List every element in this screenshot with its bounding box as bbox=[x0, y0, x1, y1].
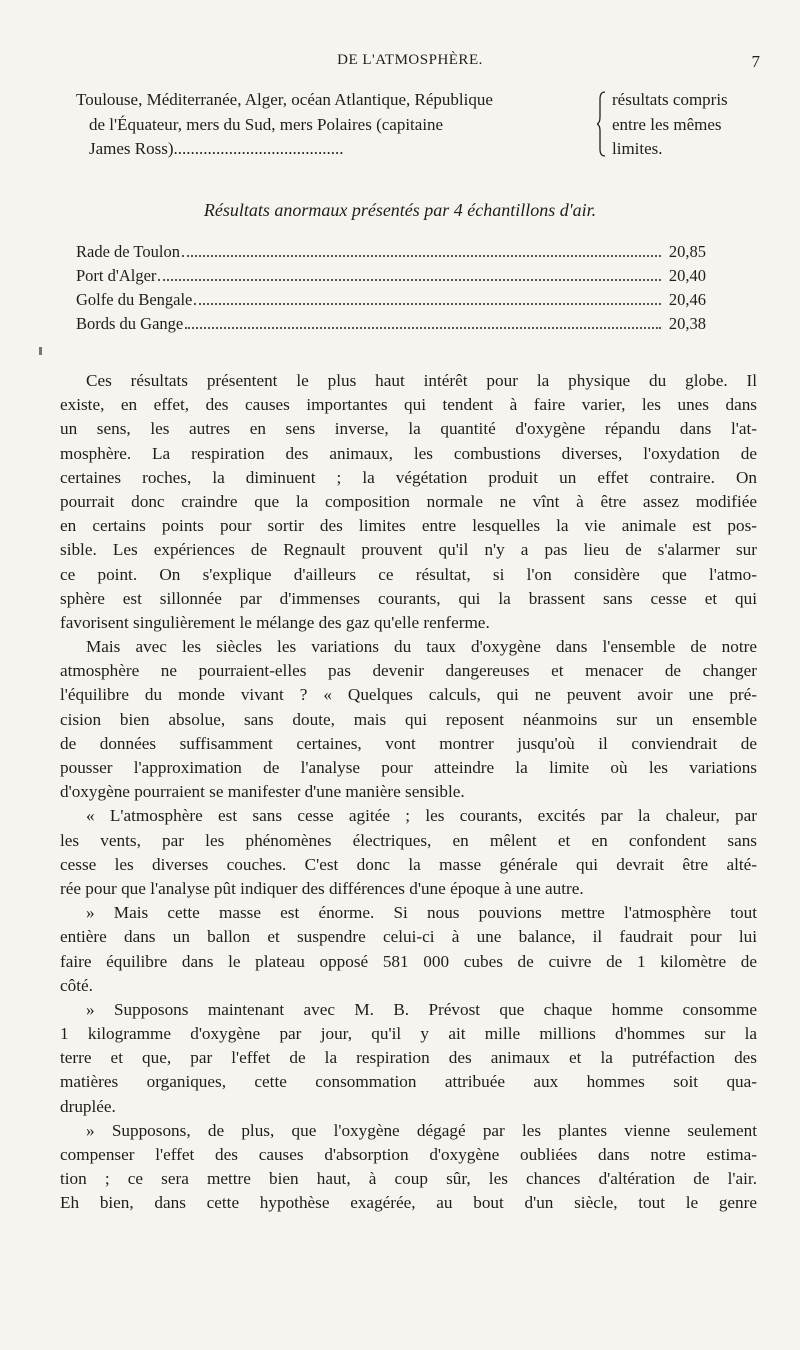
curly-brace-icon bbox=[597, 91, 607, 157]
locations-note bbox=[612, 88, 728, 162]
note-line: limites. bbox=[612, 139, 663, 158]
locations-text bbox=[76, 88, 596, 162]
text-line: Ces résultats présentent le plus haut intérêt pour la physique du globe. Il bbox=[86, 371, 757, 390]
dot-leader bbox=[182, 255, 661, 257]
text-line: compenser l'effet des causes d'absorption d'oxygène oubliées dans notre estima- bbox=[60, 1145, 757, 1164]
text-line: » Supposons, de plus, que l'oxygène dégagé par les plantes vienne seulement bbox=[86, 1120, 757, 1140]
text-line: Eh bien, dans cette hypothèse exagérée, au bout d'un siècle, tout le genre bbox=[60, 1193, 757, 1213]
text-line: côté. bbox=[60, 975, 93, 995]
text-line: sible. Les expériences de Regnault prouvent qu'il n'y a pas lieu de s'alarmer sur bbox=[60, 540, 757, 560]
result-location: Rade de Toulon bbox=[76, 242, 180, 261]
paragraph bbox=[60, 1119, 757, 1216]
result-oxygen-value: 20,85 bbox=[668, 242, 706, 261]
result-row bbox=[76, 288, 706, 312]
text-line: cision bien absolue, sans doute, mais qui reposent néanmoins sur un ensemble bbox=[60, 709, 757, 729]
text-line: les vents, par les phénomènes électriques, en mêlent et en confondent sans bbox=[60, 830, 757, 850]
text-line: matières organiques, cette consommation attribuée aux hommes soit qua- bbox=[60, 1072, 757, 1092]
dot-leader bbox=[185, 327, 661, 329]
text-line: l'équilibre du monde vivant ? « Quelques calculs, qui ne peuvent avoir une pré- bbox=[60, 685, 757, 705]
paragraph bbox=[60, 998, 757, 1119]
result-location: Port d'Alger bbox=[76, 266, 157, 285]
paragraph bbox=[60, 901, 757, 998]
locations-line: James Ross)........................................ bbox=[89, 139, 344, 158]
text-line: pourrait donc craindre que la composition normale ne vînt à être assez modifiée bbox=[60, 491, 757, 511]
text-line: » Supposons maintenant avec M. B. Prévost que chaque homme consomme bbox=[86, 999, 757, 1019]
text-line: terre et que, par l'effet de la respiration des animaux et la putréfaction des bbox=[60, 1048, 757, 1068]
note-line: entre les mêmes bbox=[612, 114, 722, 134]
text-line: atmosphère ne pourraient-elles pas devenir dangereuses et menacer de changer bbox=[60, 661, 757, 681]
dot-leader bbox=[194, 303, 661, 305]
result-row bbox=[76, 264, 706, 288]
text-line: » Mais cette masse est énorme. Si nous pouvions mettre l'atmosphère tout bbox=[86, 903, 757, 923]
paragraph bbox=[60, 804, 757, 901]
result-location: Bords du Gange bbox=[76, 314, 184, 333]
results-table bbox=[76, 240, 706, 336]
running-title: DE L'ATMOSPHÈRE. bbox=[337, 52, 483, 68]
text-line: druplée. bbox=[60, 1096, 116, 1116]
text-line: mosphère. La respiration des animaux, les combustions diverses, l'oxydation de bbox=[60, 443, 757, 463]
dot-leader bbox=[158, 279, 661, 281]
text-line: cesse les diverses couches. C'est donc la masse générale qui devrait être alté- bbox=[60, 854, 757, 874]
text-line: favorisent singulièrement le mélange des gaz qu'elle renferme. bbox=[60, 612, 490, 632]
text-line: sphère est sillonnée par d'immenses courants, qui la brassent sans cesse et qui bbox=[60, 588, 757, 608]
text-line: de données suffisamment certaines, vont montrer jusqu'où il conviendrait de bbox=[60, 733, 757, 753]
text-line: entière dans un ballon et suspendre celui-ci à une balance, il faudrait pour lui bbox=[60, 927, 757, 947]
text-line: ce point. On s'explique d'ailleurs ce résultat, si l'on considère que l'atmo- bbox=[60, 564, 757, 584]
locations-line: Toulouse, Méditerranée, Alger, océan Atlantique, République bbox=[76, 90, 493, 109]
result-row bbox=[76, 312, 706, 336]
locations-line: de l'Équateur, mers du Sud, mers Polaires (capitaine bbox=[89, 114, 444, 134]
text-line: tion ; ce sera mettre bien haut, à coup sûr, les chances d'altération de l'air. bbox=[60, 1169, 757, 1189]
text-line: 1 kilogramme d'oxygène par jour, qu'il y ait mille millions d'hommes sur la bbox=[60, 1024, 757, 1044]
result-oxygen-value: 20,46 bbox=[668, 290, 706, 309]
text-line: existe, en effet, des causes importantes qui tendent à faire varier, les unes dans bbox=[60, 395, 757, 415]
note-line: résultats compris bbox=[612, 90, 728, 109]
result-row bbox=[76, 240, 706, 264]
result-oxygen-value: 20,40 bbox=[668, 266, 706, 285]
text-line: d'oxygène pourraient se manifester d'une manière sensible. bbox=[60, 782, 465, 802]
page-header bbox=[60, 52, 760, 78]
text-line: « L'atmosphère est sans cesse agitée ; les courants, excités par la chaleur, par bbox=[86, 806, 757, 826]
margin-mark bbox=[39, 347, 42, 355]
result-location: Golfe du Bengale bbox=[76, 290, 193, 309]
paragraph bbox=[60, 369, 757, 635]
result-oxygen-value: 20,38 bbox=[668, 314, 706, 333]
text-line: Mais avec les siècles les variations du taux d'oxygène dans l'ensemble de notre bbox=[86, 637, 757, 657]
body-text bbox=[60, 369, 757, 1216]
text-line: rée pour que l'analyse pût indiquer des différences d'une époque à une autre. bbox=[60, 878, 584, 898]
text-line: faire équilibre dans le plateau opposé 581 000 cubes de cuivre de 1 kilomètre de bbox=[60, 951, 757, 971]
text-line: en certains points pour sortir des limites entre lesquelles la vie animale est pos- bbox=[60, 516, 757, 536]
text-line: pousser l'approximation de l'analyse pour atteindre la limite où les variations bbox=[60, 758, 757, 777]
section-title: Résultats anormaux présentés par 4 échantillons d'air. bbox=[203, 200, 597, 220]
text-line: certaines roches, la diminuent ; la végétation produit un effet contraire. On bbox=[60, 467, 757, 487]
page-number: 7 bbox=[751, 52, 760, 71]
paragraph bbox=[60, 635, 757, 804]
text-line: un sens, les autres en sens inverse, la quantité d'oxygène répandu dans l'at- bbox=[60, 419, 757, 439]
